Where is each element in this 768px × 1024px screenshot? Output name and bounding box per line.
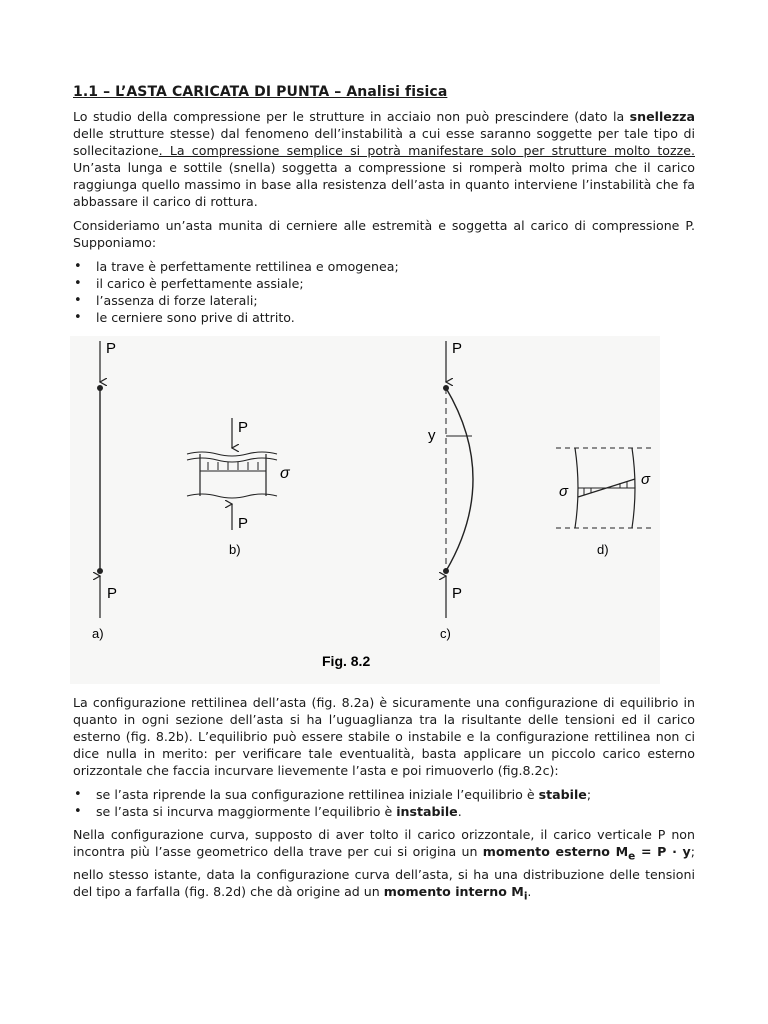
bold-term-momento-interno bbox=[383, 883, 528, 903]
text-run: ; bbox=[586, 787, 592, 802]
label-sigma-d-left: σ bbox=[559, 483, 569, 500]
list-item: • il carico è perfettamente assiale; bbox=[73, 275, 695, 292]
label-b: b) bbox=[229, 542, 241, 557]
label-P-bottom-c: P bbox=[452, 585, 463, 602]
label-P-b-bottom: P bbox=[238, 515, 249, 532]
bold-term-snellezza: snellezza bbox=[629, 109, 695, 124]
label-a: a) bbox=[92, 626, 104, 641]
label-sigma-b: σ bbox=[280, 465, 290, 482]
section-heading: 1.1 – L’ASTA CARICATA DI PUNTA – Analisi fisica bbox=[73, 84, 448, 100]
bold-term-instabile: instabile bbox=[396, 804, 458, 819]
text-run: Nella configurazione curva, supposto di aver tolto il carico orizzontale, il carico verticale P non incontra più l’asse geometrico della trave per cui si origina un bbox=[73, 827, 695, 859]
figure-8-2 bbox=[73, 336, 695, 686]
moment-paragraph bbox=[73, 826, 695, 905]
equilibrium-paragraph: La configurazione rettilinea dell’asta (fig. 8.2a) è sicuramente una configurazione di equilibrio in quanto in ogni sezione dell’asta si ha l’uguaglianza tra la risultante delle tensioni ed il carico esterno (fig. 8.2b). L’equilibrio può essere stabile o instabile e la configurazione rettilinea non ci dice nulla in merito: per verificare tale eventualità, basta applicare un piccolo carico esterno orizzontale che faccia incurvare lievemente l’asta e poi rimuoverlo (fig.8.2c): bbox=[73, 695, 695, 778]
label-c: c) bbox=[440, 626, 451, 641]
underlined-sentence: . La compressione semplice si potrà manifestare solo per strutture molto tozze. bbox=[158, 143, 695, 158]
label-y: y bbox=[428, 427, 436, 444]
subscript: e bbox=[628, 850, 636, 863]
text-run: = P · y bbox=[635, 844, 691, 859]
text-run: . bbox=[527, 883, 532, 899]
list-item bbox=[73, 786, 695, 803]
text-run: Un’asta lunga e sottile (snella) soggetta a compressione si romperà molto prima che il carico raggiunga quello massimo in base alla resistenza dell’asta in quanto interviene l’instabilità che fa abbassare il carico di rottura. bbox=[73, 160, 695, 209]
text-run: momento interno M bbox=[383, 883, 524, 899]
setup-paragraph: Consideriamo un’asta munita di cerniere alle estremità e soggetta al carico di compressione P. Supponiamo: bbox=[73, 218, 695, 250]
subscript: i bbox=[523, 890, 528, 903]
list-item: • l’assenza di forze laterali; bbox=[73, 292, 695, 309]
list-item: • le cerniere sono prive di attrito. bbox=[73, 309, 695, 326]
text-run: se l’asta si incurva maggiormente l’equilibrio è bbox=[96, 804, 397, 819]
list-item: • la trave è perfettamente rettilinea e omogenea; bbox=[73, 258, 695, 275]
text-run: se l’asta riprende la sua configurazione rettilinea iniziale l’equilibrio è bbox=[96, 787, 539, 802]
text-run: ; nello stesso istante, data la configurazione curva dell’asta, si ha una distribuzione delle tensioni del tipo a farfalla (fig. 8.2d) che dà origine ad un bbox=[73, 844, 695, 899]
bold-term-stabile: stabile bbox=[538, 787, 587, 802]
assumptions-list bbox=[73, 258, 695, 326]
text-run: Lo studio della compressione per le strutture in acciaio non può prescindere (dato la bbox=[73, 109, 630, 124]
document-page bbox=[73, 84, 695, 912]
text-run: . bbox=[457, 804, 462, 819]
cases-list bbox=[73, 786, 695, 820]
bold-term-momento-esterno bbox=[482, 844, 691, 863]
label-P-b-top: P bbox=[238, 419, 249, 436]
label-P-bottom-a: P bbox=[107, 585, 118, 602]
figure-caption: Fig. 8.2 bbox=[322, 653, 371, 669]
text-run: delle strutture stesse) dal fenomeno dell’instabilità a cui esse saranno soggette per tale tipo di sollecitazione bbox=[73, 126, 695, 158]
label-P-top-a: P bbox=[106, 340, 117, 357]
label-P-top-c: P bbox=[452, 340, 463, 357]
intro-paragraph bbox=[73, 108, 695, 210]
text-run: momento esterno M bbox=[482, 844, 629, 859]
list-item bbox=[73, 803, 695, 820]
label-sigma-d-right: σ bbox=[641, 471, 651, 488]
label-d: d) bbox=[597, 542, 609, 557]
buckling-diagram bbox=[70, 336, 670, 686]
